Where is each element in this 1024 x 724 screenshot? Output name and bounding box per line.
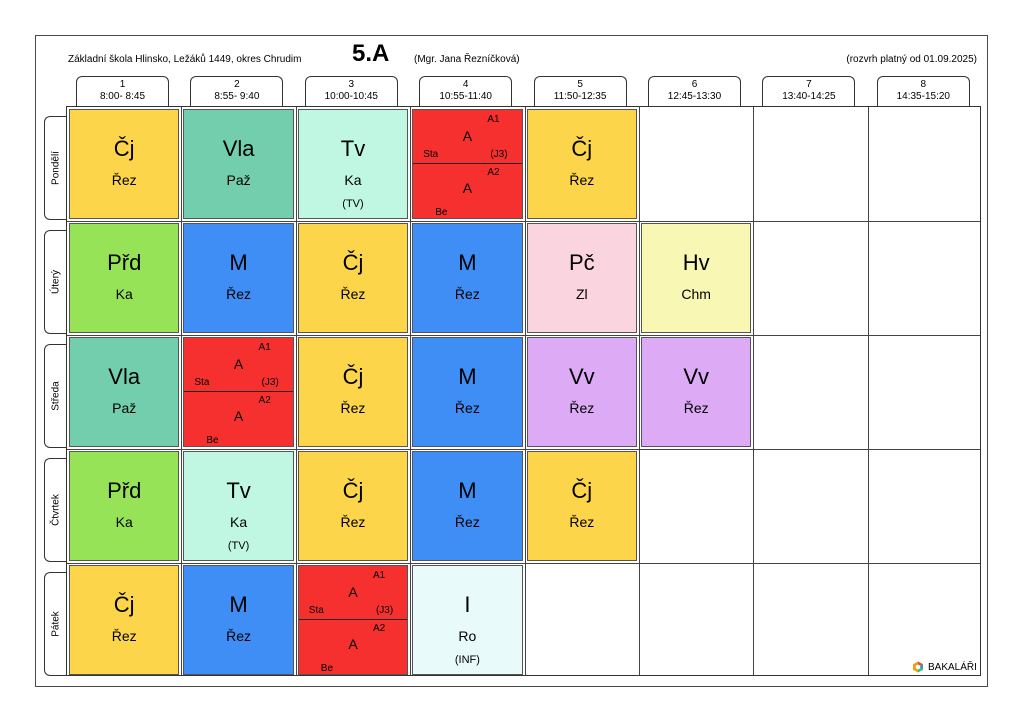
- lesson-subject: Vla: [108, 364, 141, 389]
- grid-column-divider: [296, 107, 297, 675]
- period-time: 10:55-11:40: [439, 91, 492, 102]
- period-header: [76, 76, 169, 106]
- lesson-subject: Vla: [222, 136, 255, 161]
- lesson-teacher: Ro: [458, 628, 477, 644]
- grid-column-divider: [639, 107, 640, 675]
- period-number: 4: [462, 79, 469, 90]
- grid-column-divider: [181, 107, 182, 675]
- lesson-subject: Přd: [107, 478, 142, 503]
- lesson-room: (J3): [261, 377, 279, 388]
- lesson-teacher: Ka: [115, 286, 133, 302]
- lesson-subject: M: [458, 364, 477, 389]
- lesson-cell[interactable]: [527, 109, 637, 219]
- day-label: Pátek: [50, 611, 61, 637]
- period-time: 13:40-14:25: [782, 91, 836, 102]
- lesson-cell[interactable]: [527, 337, 637, 447]
- lesson-subject: Čj: [571, 136, 593, 161]
- period-header: [648, 76, 741, 106]
- period-header: [419, 76, 512, 106]
- grid-row-divider: [67, 335, 980, 336]
- lesson-subject: Čj: [113, 136, 135, 161]
- class-name: 5.A: [352, 40, 390, 67]
- lesson-subject: A: [462, 128, 473, 144]
- lesson-cell[interactable]: [69, 337, 179, 447]
- period-time: 10:00-10:45: [324, 91, 378, 102]
- valid-from: (rozvrh platný od 01.09.2025): [846, 54, 977, 65]
- lesson-teacher: Řez: [454, 286, 480, 302]
- lesson-cell[interactable]: [183, 451, 293, 561]
- group-label: A1: [372, 570, 386, 581]
- lesson-subject: Čj: [571, 478, 593, 503]
- group-divider: [184, 391, 292, 392]
- lesson-subject: A: [348, 636, 358, 652]
- period-number: 8: [920, 79, 927, 90]
- lesson-room: Be: [206, 435, 219, 446]
- period-header: [877, 76, 970, 106]
- lesson-room: Sta: [423, 149, 439, 160]
- lesson-cell[interactable]: [527, 451, 637, 561]
- lesson-cell[interactable]: [298, 223, 408, 333]
- period-number: 3: [348, 79, 355, 90]
- lesson-subject: I: [464, 592, 471, 617]
- lesson-room: Be: [435, 207, 448, 218]
- lesson-cell[interactable]: [527, 223, 637, 333]
- period-number: 2: [234, 79, 240, 90]
- school-name: Základní škola Hlinsko, Ležáků 1449, okres Chrudim: [68, 54, 302, 65]
- group-label: A2: [372, 623, 386, 634]
- group-label: A1: [258, 342, 271, 353]
- grid-row-divider: [67, 563, 980, 564]
- grid-row-divider: [67, 221, 980, 222]
- period-number: 5: [577, 79, 583, 90]
- day-label-tab: [44, 116, 66, 220]
- lesson-subject: Čj: [342, 478, 364, 503]
- lesson-teacher: Řez: [569, 172, 595, 188]
- lesson-teacher: Řez: [340, 286, 366, 302]
- lesson-teacher: Řez: [340, 400, 366, 416]
- lesson-cell[interactable]: [641, 337, 751, 447]
- lesson-teacher: Řez: [226, 286, 252, 302]
- lesson-cell-split[interactable]: [183, 337, 293, 447]
- period-header: [534, 76, 627, 106]
- grid-column-divider: [753, 107, 754, 675]
- lesson-teacher: Paž: [226, 172, 251, 188]
- day-label-tab: [44, 458, 66, 562]
- lesson-subject: Čj: [342, 250, 364, 275]
- lesson-subject: Pč: [568, 250, 595, 275]
- lesson-cell[interactable]: [298, 451, 408, 561]
- grid-row-divider: [67, 449, 980, 450]
- lesson-room: (J3): [375, 605, 394, 616]
- lesson-subject: A: [348, 584, 358, 600]
- day-label-tab: [44, 230, 66, 334]
- class-teacher: (Mgr. Jana Řezníčková): [414, 54, 520, 65]
- lesson-teacher: Zl: [575, 286, 588, 302]
- period-number: 1: [119, 79, 126, 90]
- day-label-tab: [44, 344, 66, 448]
- brand: [912, 661, 977, 673]
- period-header: [762, 76, 855, 106]
- lesson-cell[interactable]: [69, 109, 179, 219]
- lesson-teacher: Paž: [112, 400, 137, 416]
- lesson-subject: Vv: [683, 364, 710, 389]
- lesson-teacher: Chm: [681, 286, 711, 302]
- group-label: A2: [487, 167, 500, 178]
- lesson-subject: M: [229, 592, 248, 617]
- lesson-teacher: Řez: [111, 172, 137, 188]
- lesson-cell[interactable]: [69, 451, 179, 561]
- lesson-room: (J3): [490, 149, 508, 160]
- lesson-teacher: Řez: [340, 514, 366, 530]
- lesson-subject: Tv: [226, 478, 251, 503]
- lesson-cell-split[interactable]: [412, 109, 522, 219]
- bakalari-logo-icon: [912, 661, 924, 673]
- lesson-teacher: Řez: [226, 628, 252, 644]
- lesson-cell-split[interactable]: [298, 565, 408, 675]
- day-label-tab: [44, 572, 66, 676]
- lesson-room: (TV): [342, 198, 364, 210]
- lesson-cell[interactable]: [298, 337, 408, 447]
- lesson-room: (TV): [227, 540, 250, 552]
- period-time: 8:00- 8:45: [99, 91, 146, 102]
- day-label: Středa: [50, 381, 61, 411]
- lesson-room: Be: [320, 663, 334, 674]
- period-time: 8:55- 9:40: [214, 91, 260, 102]
- lesson-teacher: Řez: [683, 400, 709, 416]
- period-header: [190, 76, 283, 106]
- lesson-subject: Čj: [113, 592, 135, 617]
- period-number: 7: [806, 79, 812, 90]
- lesson-room: Sta: [308, 605, 324, 616]
- period-header: [305, 76, 398, 106]
- lesson-subject: M: [458, 478, 477, 503]
- day-label: Čtvrtek: [50, 494, 61, 526]
- lesson-teacher: Ka: [230, 514, 248, 530]
- lesson-room: Sta: [194, 377, 210, 388]
- group-divider: [413, 163, 521, 164]
- lesson-teacher: Řez: [454, 400, 480, 416]
- timetable-grid: [66, 106, 981, 676]
- day-label: Pondělí: [50, 151, 61, 185]
- lesson-subject: A: [462, 180, 473, 196]
- lesson-teacher: Řez: [569, 514, 595, 530]
- lesson-cell[interactable]: [412, 337, 522, 447]
- period-time: 12:45-13:30: [667, 91, 722, 102]
- lesson-subject: M: [229, 250, 248, 275]
- period-time: 11:50-12:35: [553, 91, 607, 102]
- lesson-teacher: Ka: [344, 172, 362, 188]
- lesson-cell[interactable]: [183, 565, 293, 675]
- lesson-teacher: Řez: [569, 400, 595, 416]
- grid-column-divider: [525, 107, 526, 675]
- grid-column-divider: [410, 107, 411, 675]
- lesson-cell[interactable]: [412, 565, 522, 675]
- lesson-subject: Přd: [107, 250, 142, 275]
- grid-column-divider: [868, 107, 869, 675]
- lesson-subject: Hv: [682, 250, 710, 275]
- group-divider: [299, 619, 407, 620]
- lesson-subject: A: [233, 356, 244, 372]
- lesson-teacher: Řez: [454, 514, 480, 530]
- day-label: Úterý: [50, 270, 61, 294]
- lesson-subject: A: [233, 408, 244, 424]
- lesson-cell[interactable]: [412, 223, 522, 333]
- lesson-subject: M: [458, 250, 477, 275]
- lesson-cell[interactable]: [412, 451, 522, 561]
- lesson-subject: Čj: [342, 364, 364, 389]
- brand-name: BAKALÁŘI: [928, 661, 977, 673]
- period-time: 14:35-15:20: [896, 91, 950, 102]
- lesson-cell[interactable]: [183, 223, 293, 333]
- lesson-teacher: Ka: [115, 514, 133, 530]
- lesson-cell[interactable]: [298, 109, 408, 219]
- lesson-cell[interactable]: [69, 223, 179, 333]
- lesson-cell[interactable]: [183, 109, 293, 219]
- group-label: A2: [258, 395, 271, 406]
- lesson-cell[interactable]: [69, 565, 179, 675]
- lesson-subject: Vv: [568, 364, 595, 389]
- group-label: A1: [487, 114, 500, 125]
- lesson-room: (INF): [454, 654, 480, 666]
- lesson-subject: Tv: [340, 136, 366, 161]
- lesson-teacher: Řez: [111, 628, 137, 644]
- period-number: 6: [691, 79, 698, 90]
- lesson-cell[interactable]: [641, 223, 751, 333]
